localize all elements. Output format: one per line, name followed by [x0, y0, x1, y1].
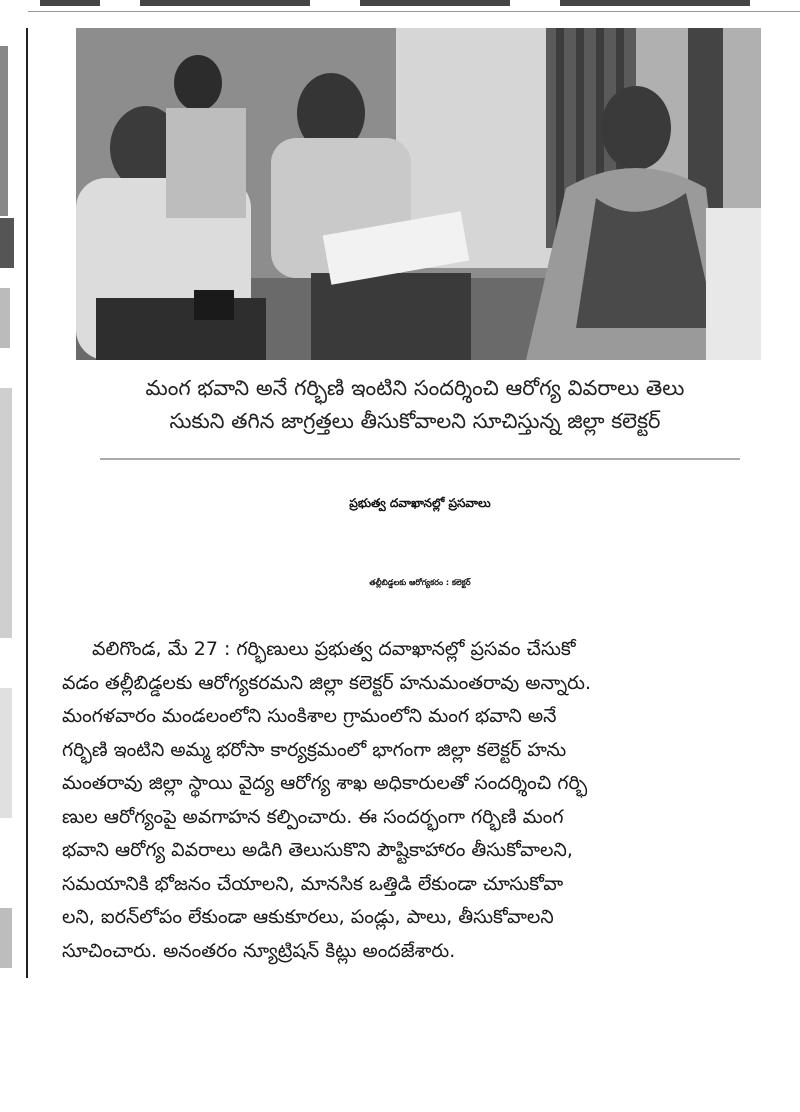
body-line: సూచించారు. అనంతరం న్యూట్రిషన్ కిట్లు అందజేశారు.	[62, 939, 456, 962]
body-line: సమయానికి భోజనం చేయాలని, మానసిక ఒత్తిడి లేకుండా చూసుకోవా	[62, 872, 564, 895]
body-line: లని, ఐరన్‌లోపం లేకుండా ఆకుకూరలు, పండ్లు, పాలు, తీసుకోవాలని	[62, 906, 554, 928]
caption-line: సుకుని తగిన జాగ్రత్తలు తీసుకోవాలని సూచిస్తున్న జిల్లా కలెక్టర్	[169, 409, 661, 433]
body-line: వడం తల్లీబిడ్డలకు ఆరోగ్యకరమని జిల్లా కలెక్టర్ హనుమంతరావు అన్నారు.	[62, 671, 592, 694]
body-line: గర్భిణి ఇంటిని అమ్మ భరోసా కార్యక్రమంలో భాగంగా జిల్లా కలెక్టర్ హను	[62, 738, 567, 761]
article-body	[62, 633, 777, 968]
photo-caption	[70, 372, 760, 438]
subheadline: తల్లీబిడ్డలకు ఆరోగ్యకరం : కలెక్టర్	[369, 578, 471, 587]
body-line: భవాని ఆరోగ్య వివరాలు అడిగి తెలుసుకొని పౌష్టికాహారం తీసుకోవాలని,	[62, 839, 573, 861]
body-line: మంతరావు జిల్లా స్థాయి వైద్య ఆరోగ్య శాఖ అధికారులతో సందర్శించి గర్భి	[62, 772, 588, 794]
column-divider	[26, 28, 28, 978]
news-photo	[76, 28, 761, 360]
top-clipped-strip	[0, 0, 800, 14]
headline: ప్రభుత్వ దవాఖానల్లో ప్రసవాలు	[349, 496, 491, 510]
divider-rule	[100, 458, 740, 460]
body-line: మంగళవారం మండలంలోని సుంకిశాల గ్రామంలోని మంగ భవాని అనే	[62, 705, 557, 727]
photo-illustration	[76, 28, 761, 360]
body-line: వలిగొండ, మే 27 : గర్భిణులు ప్రభుత్వ దవాఖానల్లో ప్రసవం చేసుకో	[92, 638, 576, 660]
body-line: ణుల ఆరోగ్యంపై అవగాహన కల్పించారు. ఈ సందర్భంగా గర్భిణి మంగ	[62, 805, 564, 828]
caption-line: మంగ భవాని అనే గర్భిణి ఇంటిని సందర్శించి ఆరోగ్య వివరాలు తెలు	[145, 376, 685, 400]
